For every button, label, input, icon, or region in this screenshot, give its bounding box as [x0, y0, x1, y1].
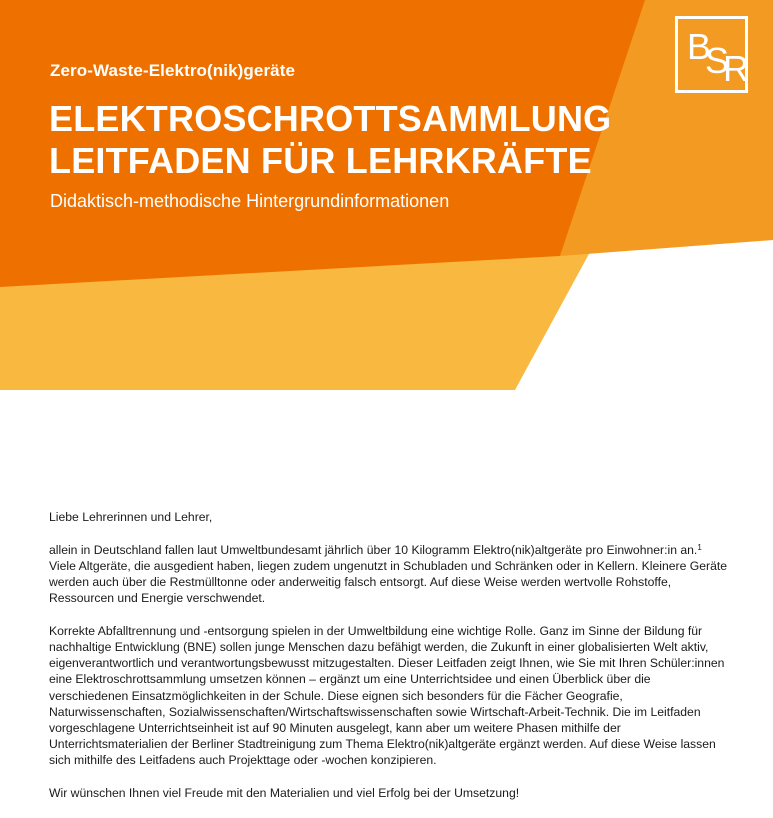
- letter-paragraph-3: Wir wünschen Ihnen viel Freude mit den Materialien und viel Erfolg bei der Umsetzung!: [49, 786, 520, 801]
- letter-paragraph-1: [49, 542, 731, 607]
- title-line-2: LEITFADEN FÜR LEHRKRÄFTE: [49, 140, 592, 181]
- logo-letter-b: B: [687, 26, 712, 67]
- footnote-marker[interactable]: 1: [697, 542, 702, 552]
- logo-letter-s: S: [705, 40, 730, 81]
- paragraph-1-text-a: allein in Deutschland fallen laut Umweltbundesamt jährlich über 10 Kilogramm Elektro(nik)altgeräte pro Einwohner:in an.: [49, 542, 698, 557]
- header-kicker: Zero-Waste-Elektro(nik)geräte: [50, 61, 296, 80]
- letter-paragraph-2: Korrekte Abfalltrennung und -entsorgung spielen in der Umweltbildung eine wichtige Rolle. Ganz im Sinne der Bildung für nachhaltige Entwicklung (BNE) sollen junge Menschen dazu befähigt werden, die Zukunft in einer globalisierten Welt aktiv, eigenverantwortlich und verantwortungsbewusst mitzugestalten. Dieser Leitfaden zeigt Ihnen, wie Sie mit Ihren Schüler:innen eine Elektroschrottsammlung umsetzen können – ergänzt um eine Unterrichtsidee und einen Überblick über die verschiedenen Einsatzmöglichkeiten in der Schule. Diese eignen sich besonders für die Fächer Geografie, Naturwissenschaften, Sozialwissenschaften/Wirtschaftswissenschaften sowie Wirtschaft-Arbeit-Technik. Die im Leitfaden vorgeschlagene Unterrichtseinheit ist auf 90 Minuten ausgelegt, kann aber um weitere Phasen mithilfe der Unterrichtsmaterialien der Berliner Stadtreinigung zum Thema Elektro(nik)altgeräte ergänzt werden. Auf diese Weise lassen sich mithilfe des Leitfadens auch Projekttage oder -wochen konzipieren.: [49, 623, 725, 768]
- bsr-logo: [675, 16, 748, 93]
- logo-letter-r: R: [723, 48, 749, 89]
- page-subtitle: Didaktisch-methodische Hintergrundinformationen: [50, 191, 450, 211]
- paragraph-1-text-b: Viele Altgeräte, die ausgedient haben, liegen zudem ungenutzt in Schubladen und Schränken oder in Kellern. Kleinere Geräte werden auch über die Restmülltonne oder anderweitig falsch entsorgt. Auf diese Weise werden wertvolle Rohstoffe, Ressourcen und Energie verschwendet.: [49, 558, 728, 606]
- letter-body: [49, 509, 731, 818]
- title-line-1: ELEKTROSCHROTTSAMMLUNG: [49, 98, 612, 139]
- page-title: [49, 98, 611, 182]
- letter-greeting: Liebe Lehrerinnen und Lehrer,: [49, 510, 213, 524]
